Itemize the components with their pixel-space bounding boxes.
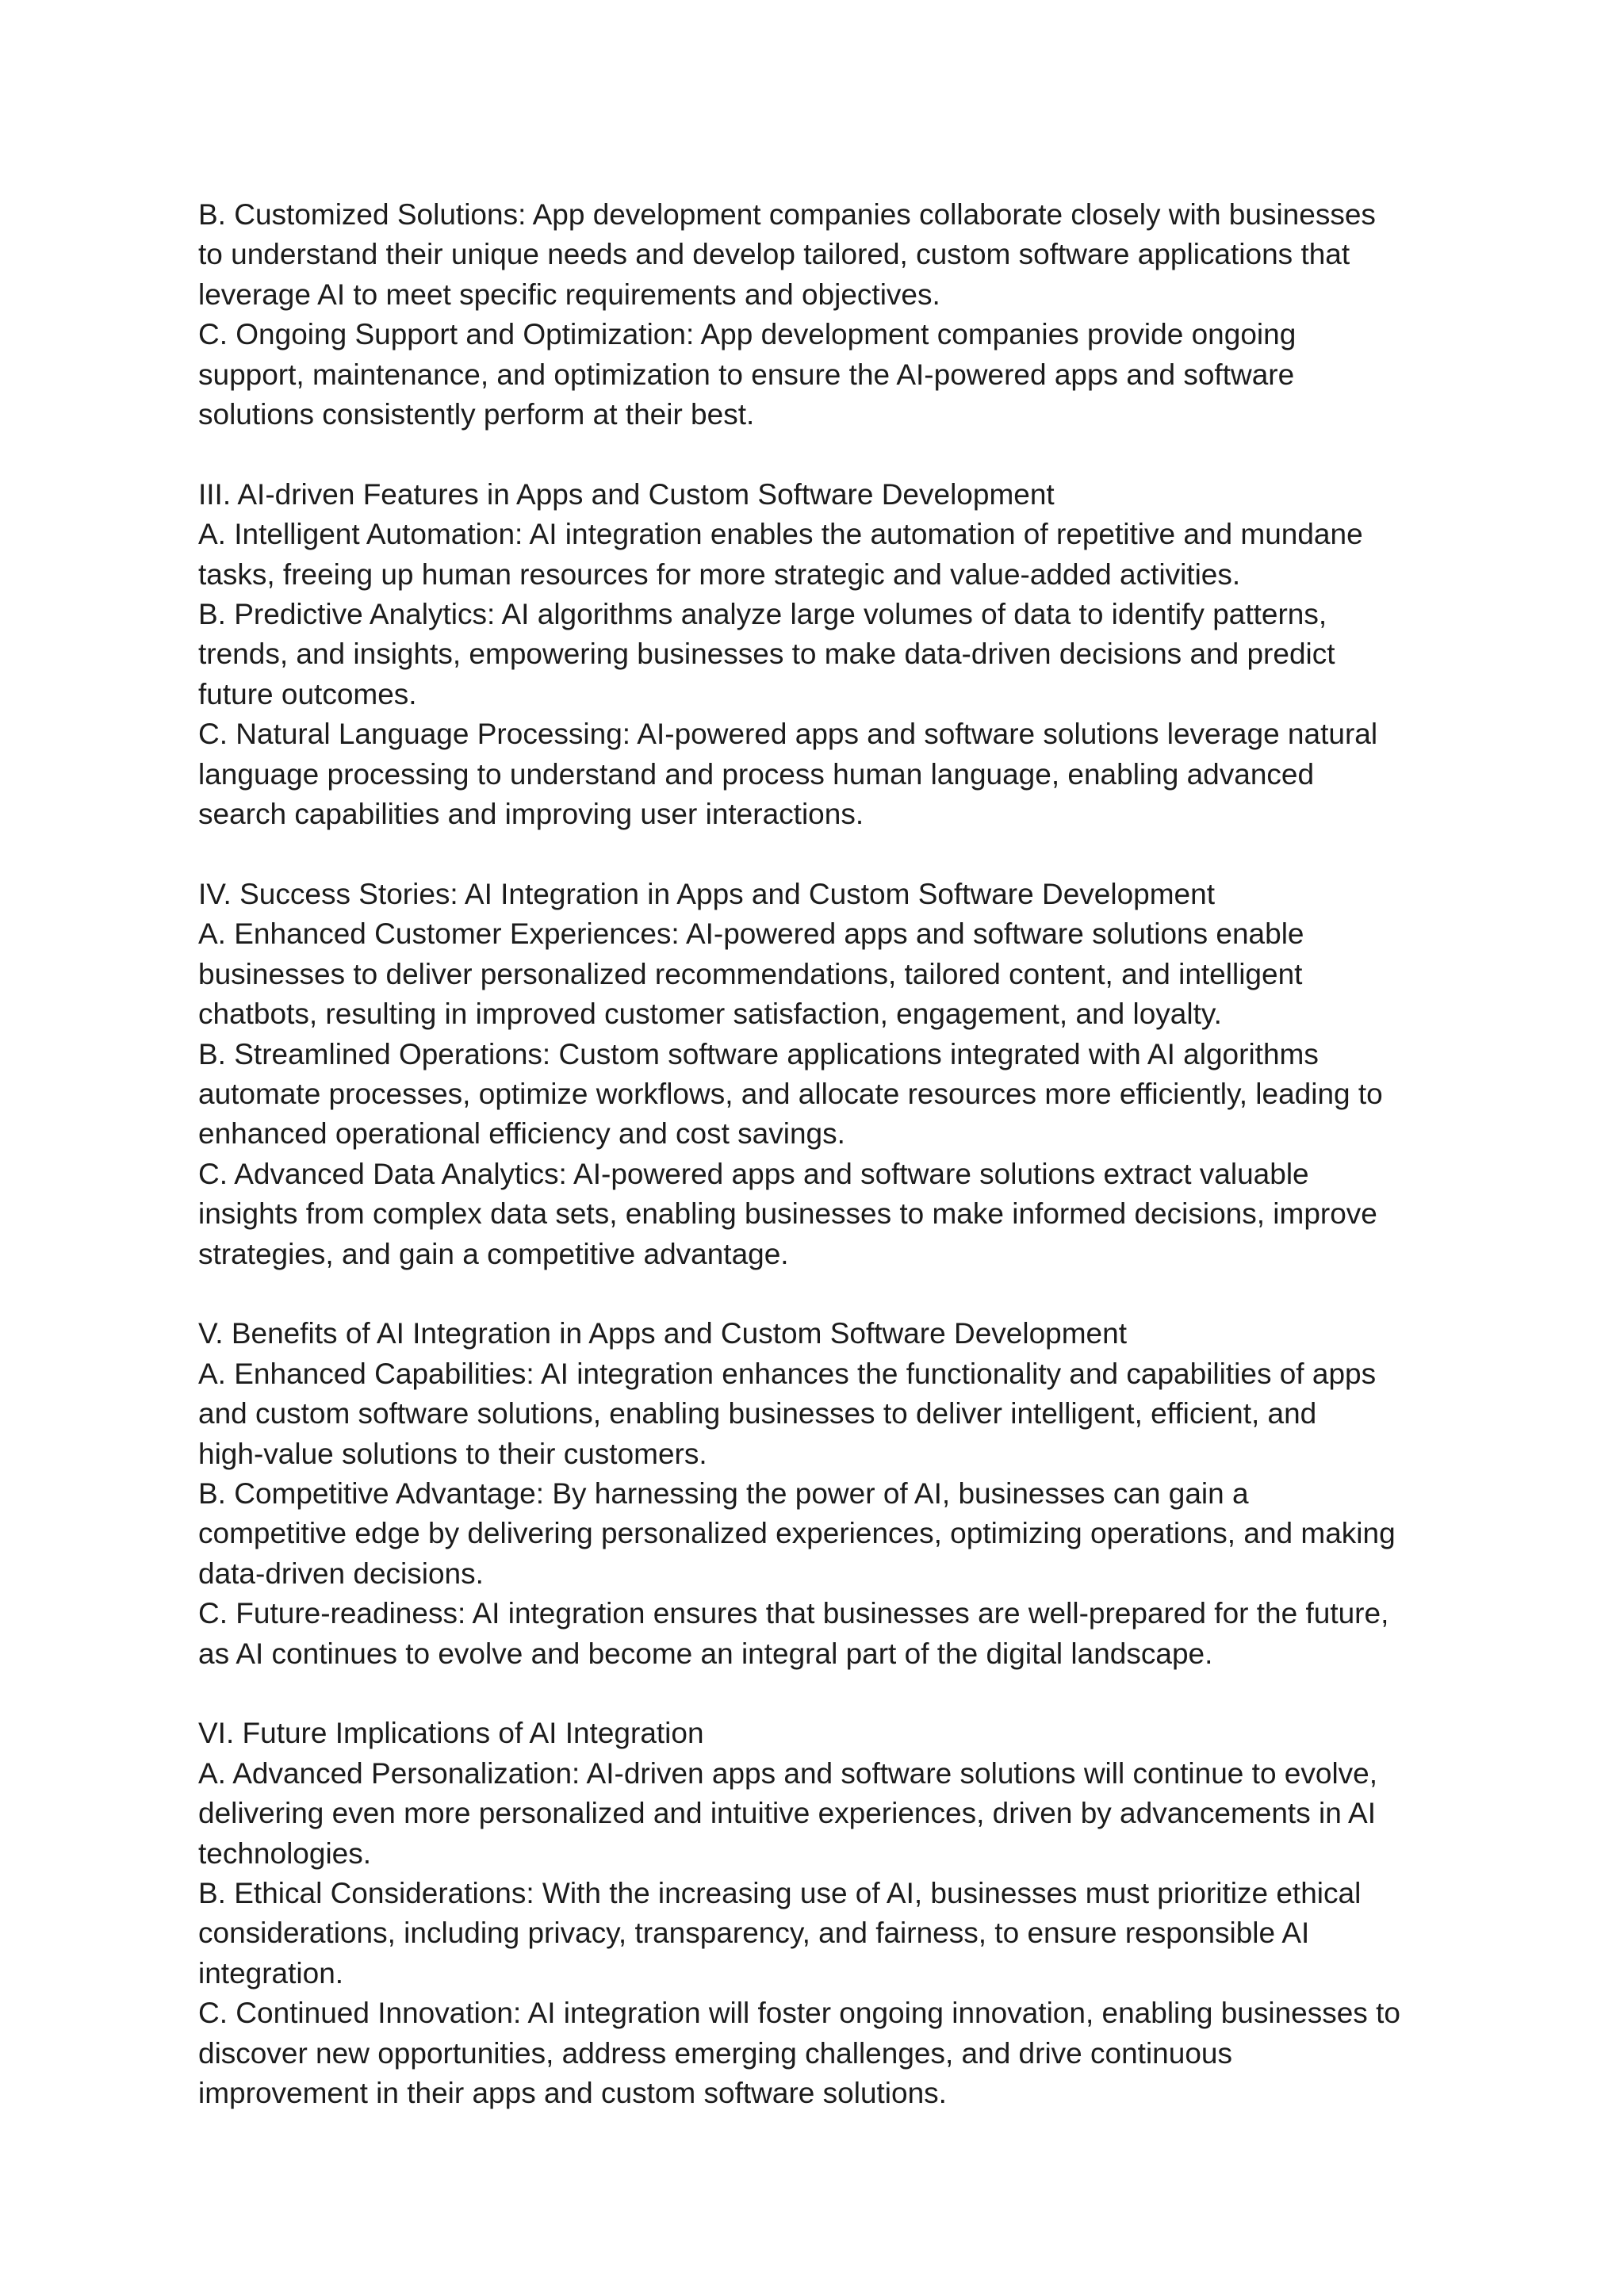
text-line: high-value solutions to their customers. [198, 1437, 707, 1470]
text-line: tasks, freeing up human resources for more strategic and value-added activities. [198, 557, 1241, 591]
text-line: B. Customized Solutions: App development companies collaborate closely with businesses [198, 198, 1376, 231]
text-line: delivering even more personalized and intuitive experiences, driven by advancements in AI [198, 1797, 1376, 1830]
text-line: B. Predictive Analytics: AI algorithms analyze large volumes of data to identify patterns, [198, 598, 1327, 631]
text-line: chatbots, resulting in improved customer satisfaction, engagement, and loyalty. [198, 998, 1222, 1031]
text-line: leverage AI to meet specific requirements and objectives. [198, 278, 940, 311]
text-line: technologies. [198, 1836, 372, 1870]
section-vi [198, 1714, 1451, 2113]
section-ii-item-c [198, 315, 1451, 435]
text-line: integration. [198, 1956, 344, 1990]
text-line: C. Future-readiness: AI integration ensures that businesses are well-prepared for the future, [198, 1597, 1389, 1630]
text-line: and custom software solutions, enabling businesses to deliver intelligent, efficient, and [198, 1397, 1317, 1430]
section-v [198, 1314, 1451, 1674]
text-line: data-driven decisions. [198, 1557, 484, 1590]
paragraph-gap [198, 1674, 1451, 1714]
section-iv [198, 875, 1451, 1274]
text-line: C. Continued Innovation: AI integration will foster ongoing innovation, enabling businesses to [198, 1997, 1400, 2030]
text-line: A. Enhanced Capabilities: AI integration enhances the functionality and capabilities of apps [198, 1357, 1377, 1390]
text-line: as AI continues to evolve and become an integral part of the digital landscape. [198, 1637, 1213, 1670]
paragraph-gap [198, 435, 1451, 474]
section-heading: IV. Success Stories: AI Integration in Apps and Custom Software Development [198, 877, 1215, 910]
text-line: A. Intelligent Automation: AI integration enables the automation of repetitive and mundane [198, 518, 1363, 551]
section-heading: VI. Future Implications of AI Integration [198, 1717, 704, 1750]
text-line: automate processes, optimize workflows, and allocate resources more efficiently, leading to [198, 1077, 1383, 1110]
text-line: B. Ethical Considerations: With the increasing use of AI, businesses must prioritize ethical [198, 1877, 1362, 1909]
text-line: considerations, including privacy, transparency, and fairness, to ensure responsible AI [198, 1917, 1310, 1950]
text-line: improvement in their apps and custom software solutions. [198, 2077, 947, 2110]
text-line: A. Advanced Personalization: AI-driven apps and software solutions will continue to evolve, [198, 1756, 1378, 1790]
text-line: future outcomes. [198, 677, 417, 710]
text-line: B. Competitive Advantage: By harnessing the power of AI, businesses can gain a [198, 1476, 1249, 1510]
section-iii [198, 475, 1451, 835]
text-line: businesses to deliver personalized recommendations, tailored content, and intelligent [198, 957, 1303, 990]
section-ii-item-b [198, 195, 1451, 315]
text-line: support, maintenance, and optimization to ensure the AI-powered apps and software [198, 358, 1295, 391]
text-line: enhanced operational efficiency and cost savings. [198, 1117, 845, 1151]
text-line: C. Natural Language Processing: AI-powered apps and software solutions leverage natural [198, 718, 1378, 751]
text-line: solutions consistently perform at their best. [198, 398, 755, 431]
document-body [198, 195, 1451, 2113]
text-line: competitive edge by delivering personalized experiences, optimizing operations, and making [198, 1517, 1396, 1550]
text-line: A. Enhanced Customer Experiences: AI-powered apps and software solutions enable [198, 917, 1304, 951]
text-line: language processing to understand and process human language, enabling advanced [198, 757, 1315, 791]
section-heading: III. AI-driven Features in Apps and Custom Software Development [198, 477, 1055, 511]
text-line: to understand their unique needs and develop tailored, custom software applications that [198, 238, 1350, 271]
paragraph-gap [198, 1274, 1451, 1314]
text-line: discover new opportunities, address emerging challenges, and drive continuous [198, 2036, 1232, 2070]
text-line: C. Advanced Data Analytics: AI-powered apps and software solutions extract valuable [198, 1157, 1309, 1190]
section-heading: V. Benefits of AI Integration in Apps and Custom Software Development [198, 1317, 1127, 1350]
paragraph-gap [198, 834, 1451, 874]
text-line: search capabilities and improving user interactions. [198, 798, 864, 831]
text-line: strategies, and gain a competitive advantage. [198, 1237, 789, 1270]
text-line: B. Streamlined Operations: Custom software applications integrated with AI algorithms [198, 1037, 1319, 1070]
text-line: C. Ongoing Support and Optimization: App development companies provide ongoing [198, 318, 1297, 351]
text-line: insights from complex data sets, enabling businesses to make informed decisions, improve [198, 1197, 1377, 1231]
text-line: trends, and insights, empowering businesses to make data-driven decisions and predict [198, 638, 1335, 671]
